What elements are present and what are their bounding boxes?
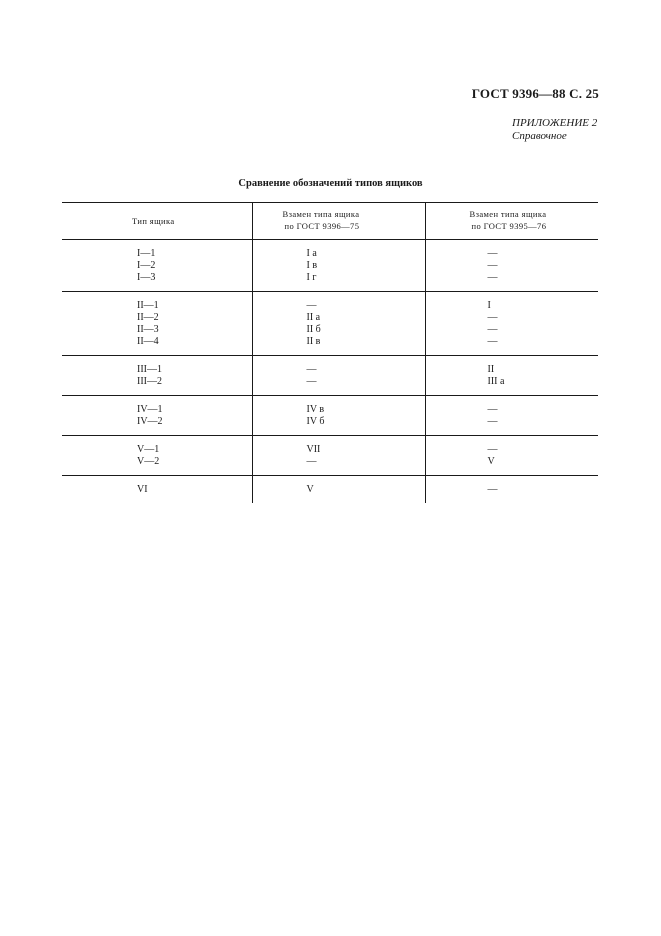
- table-body: [62, 240, 598, 504]
- cell-content: [253, 240, 425, 291]
- cell-content: [426, 476, 599, 503]
- box-type-value: II—1: [137, 300, 159, 311]
- header-row: [62, 203, 598, 240]
- appendix-label: [512, 117, 597, 143]
- box-type-value: II—4: [137, 336, 159, 347]
- box-type-value: I—2: [137, 260, 156, 271]
- gost-9395-76-value: V: [487, 456, 495, 467]
- standard-page-reference: ГОСТ 9396—88 С. 25: [471, 86, 599, 101]
- box-type-value: II—2: [137, 312, 159, 323]
- cell-gost-9395-76: [425, 396, 598, 436]
- gost-9395-76-value: —: [487, 416, 498, 427]
- cell-gost-9395-76: [425, 356, 598, 396]
- cell-box-type: [62, 476, 252, 504]
- box-type-value: III—2: [137, 376, 162, 387]
- gost-9396-75-value: —: [306, 456, 317, 467]
- box-type-value: VI: [137, 484, 148, 495]
- comparison-table: [62, 202, 598, 503]
- cell-gost-9396-75: [252, 240, 425, 292]
- table-row: [62, 292, 598, 356]
- gost-9396-75-value: IV в: [306, 404, 325, 415]
- gost-9396-75-value: II а: [306, 312, 321, 323]
- gost-9396-75-value: I в: [306, 260, 318, 271]
- appendix-type: Справочное: [512, 130, 567, 142]
- gost-9395-76-value: —: [487, 444, 498, 455]
- table-row: [62, 436, 598, 476]
- gost-9396-75-value: II б: [306, 324, 321, 335]
- cell-content: [253, 356, 425, 395]
- gost-9395-76-value: —: [487, 272, 498, 283]
- cell-content: [426, 436, 599, 475]
- cell-gost-9396-75: [252, 476, 425, 504]
- cell-content: [62, 436, 252, 475]
- gost-9395-76-value: III а: [487, 376, 505, 387]
- cell-content: [62, 240, 252, 291]
- table-row: [62, 240, 598, 292]
- cell-content: [253, 292, 425, 355]
- gost-9396-75-value: II в: [306, 336, 321, 347]
- cell-content: [62, 396, 252, 435]
- header-gost-9395-76: [425, 203, 598, 240]
- box-type-value: II—3: [137, 324, 159, 335]
- gost-9396-75-value: IV б: [306, 416, 325, 427]
- header-gost-9395-76-line2: по ГОСТ 9395—76: [471, 221, 547, 231]
- cell-content: [62, 356, 252, 395]
- cell-content: [426, 240, 599, 291]
- cell-box-type: [62, 436, 252, 476]
- box-type-value: I—1: [137, 248, 156, 259]
- gost-9395-76-value: —: [487, 324, 498, 335]
- cell-box-type: [62, 292, 252, 356]
- comparison-table-container: [62, 202, 598, 503]
- header-box-type: [62, 203, 252, 240]
- box-type-value: V—2: [137, 456, 160, 467]
- header-gost-9396-75-line1: Взамен типа ящика: [282, 209, 360, 219]
- table-row: [62, 476, 598, 504]
- gost-9395-76-value: —: [487, 404, 498, 415]
- cell-content: [253, 476, 425, 503]
- table-header: [62, 203, 598, 240]
- table-title: Сравнение обозначений типов ящиков: [238, 178, 423, 189]
- appendix-title: ПРИЛОЖЕНИЕ 2: [512, 117, 598, 129]
- cell-gost-9396-75: [252, 292, 425, 356]
- header-gost-9395-76-line1: Взамен типа ящика: [469, 209, 547, 219]
- cell-box-type: [62, 356, 252, 396]
- cell-content: [253, 436, 425, 475]
- cell-box-type: [62, 396, 252, 436]
- cell-gost-9396-75: [252, 356, 425, 396]
- gost-9396-75-value: I а: [306, 248, 317, 259]
- cell-content: [426, 396, 599, 435]
- box-type-value: V—1: [137, 444, 160, 455]
- cell-gost-9395-76: [425, 436, 598, 476]
- table-row: [62, 396, 598, 436]
- gost-9395-76-value: I: [487, 300, 491, 311]
- cell-gost-9395-76: [425, 240, 598, 292]
- gost-9396-75-value: —: [306, 364, 317, 375]
- gost-9396-75-value: I г: [306, 272, 317, 283]
- cell-gost-9396-75: [252, 396, 425, 436]
- cell-gost-9396-75: [252, 436, 425, 476]
- cell-box-type: [62, 240, 252, 292]
- gost-9396-75-value: —: [306, 376, 317, 387]
- box-type-value: I—3: [137, 272, 156, 283]
- gost-9396-75-value: —: [306, 300, 317, 311]
- gost-9395-76-value: —: [487, 336, 498, 347]
- cell-gost-9395-76: [425, 292, 598, 356]
- gost-9396-75-value: V: [306, 484, 314, 495]
- gost-9395-76-value: —: [487, 484, 498, 495]
- box-type-value: III—1: [137, 364, 162, 375]
- cell-content: [426, 292, 599, 355]
- table-row: [62, 356, 598, 396]
- header-gost-9396-75-line2: по ГОСТ 9396—75: [284, 221, 360, 231]
- gost-9395-76-value: —: [487, 260, 498, 271]
- cell-content: [426, 356, 599, 395]
- cell-content: [62, 292, 252, 355]
- gost-9396-75-value: VII: [306, 444, 321, 455]
- gost-9395-76-value: II: [487, 364, 495, 375]
- cell-gost-9395-76: [425, 476, 598, 504]
- header-box-type-label: Тип ящика: [132, 215, 175, 226]
- cell-content: [253, 396, 425, 435]
- cell-content: [62, 476, 252, 503]
- box-type-value: IV—1: [137, 404, 163, 415]
- box-type-value: IV—2: [137, 416, 163, 427]
- gost-9395-76-value: —: [487, 248, 498, 259]
- gost-9395-76-value: —: [487, 312, 498, 323]
- header-gost-9396-75: [252, 203, 425, 240]
